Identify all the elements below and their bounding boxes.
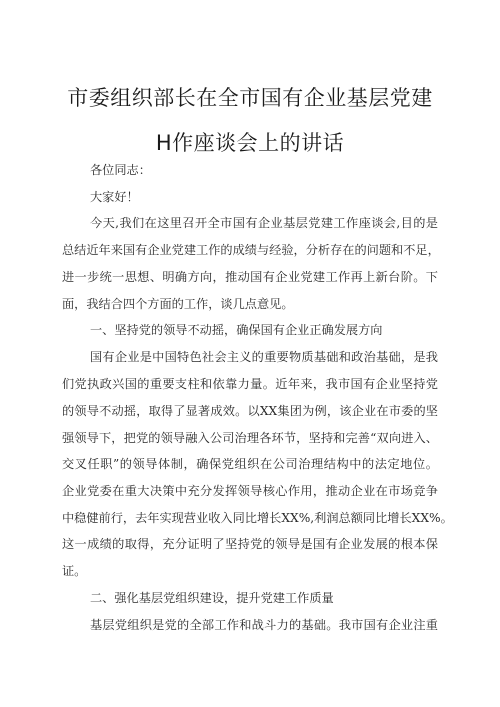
document-title-line-1: 市委组织部长在全市国有企业基层党建 xyxy=(67,86,433,110)
paragraph-2-line: 交叉任职”的领导体制，确保党组织在公司治理结构中的法定地位。 xyxy=(62,457,438,471)
paragraph-2-line: 们党执政兴国的重要支柱和依靠力量。近年来，我市国有企业坚持党 xyxy=(62,377,438,391)
paragraph-1-line: 进一步统一思想、明确方向，推动国有企业党建工作再上新台阶。下 xyxy=(62,270,438,284)
paragraph-1-line: 面，我结合四个方面的工作，谈几点意见。 xyxy=(62,297,294,311)
paragraph-2-line: 的领导不动摇，取得了显著成效。以XX集团为例，该企业在市委的坚 xyxy=(62,404,438,418)
paragraph-3-line: 基层党组织是党的全部工作和战斗力的基础。我市国有企业注重 xyxy=(90,618,438,632)
paragraph-2-line: 强领导下，把党的领导融入公司治理各环节，坚持和完善“双向进入、 xyxy=(62,431,438,445)
paragraph-2-line: 企业党委在重大决策中充分发挥领导核心作用，推动企业在市场竞争 xyxy=(62,484,438,498)
paragraph-2-line: 这一成绩的取得，充分证明了坚持党的领导是国有企业发展的根本保 xyxy=(62,537,438,551)
paragraph-2-line: 证。 xyxy=(62,564,87,578)
greeting: 大家好！ xyxy=(90,190,139,204)
salutation: 各位同志： xyxy=(90,163,151,177)
paragraph-2-line: 中稳健前行，去年实现营业收入同比增长XX%,利润总额同比增长XX%。 xyxy=(62,511,453,525)
section-2-heading: 二、强化基层党组织建设，提升党建工作质量 xyxy=(90,591,334,605)
paragraph-1-line: 总结近年来国有企业党建工作的成绩与经验，分析存在的问题和不足， xyxy=(62,243,440,257)
section-1-heading: 一、坚持党的领导不动摇，确保国有企业正确发展方向 xyxy=(90,323,383,337)
paragraph-2-line: 国有企业是中国特色社会主义的重要物质基础和政治基础，是我 xyxy=(90,350,438,364)
document-title-line-2: H作座谈会上的讲话 xyxy=(155,131,345,155)
paragraph-1-line: 今天,我们在这里召开全市国有企业基层党建工作座谈会,目的是 xyxy=(90,216,438,230)
